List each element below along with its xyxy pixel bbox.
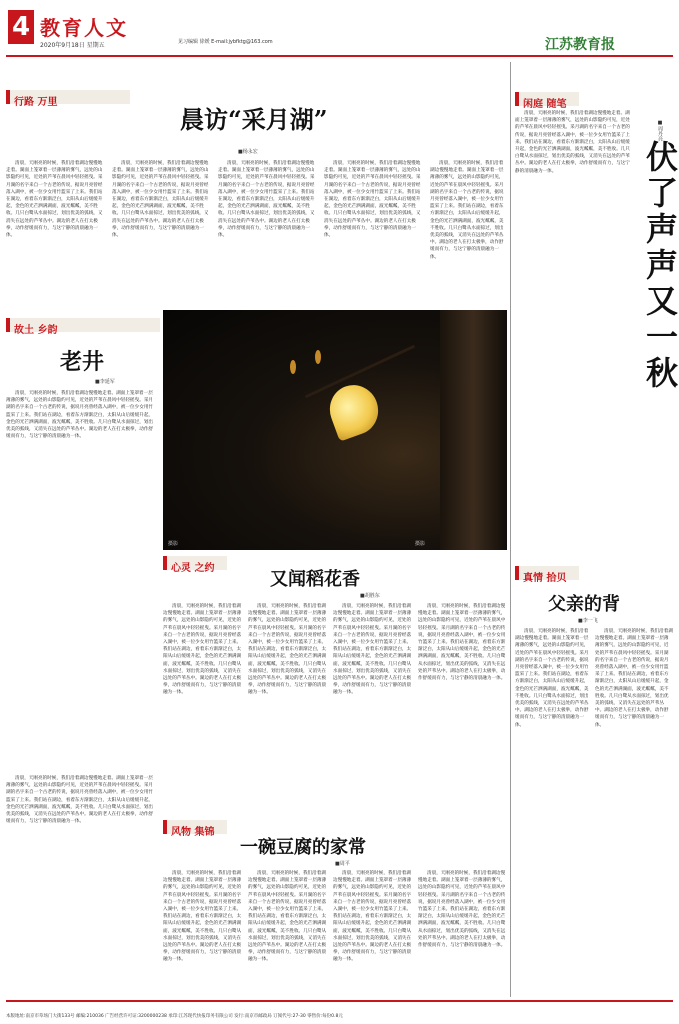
daohua-title: 又闻稻花香: [270, 569, 360, 590]
fuqin-text-col1: 清晨，天刚亮的时候，我们沿着湖边慢慢地走着。湖面上笼罩着一层薄薄的雾气，远处的山影隐约可见，近处的芦苇在晨风中轻轻摇曳。采月湖的名字来自一个古老的传说，据说月亮曾经落入湖中，被一位少女用竹篮采了上来。我们站在湖边，看着东方渐渐泛白，太阳从山后缓缓升起，金色的光芒洒满湖面，波光粼粼，美不胜收。几只白鹭从水面掠过，划出优美的弧线，又消失在远处的芦苇丛中。湖边的老人在打太极拳，动作舒缓而有力，与这宁静的清晨融为一体。: [515, 629, 589, 728]
fuqin-text-col2: 清晨，天刚亮的时候，我们沿着湖边慢慢地走着。湖面上笼罩着一层薄薄的雾气，远处的山影隐约可见，近处的芦苇在晨风中轻轻摇曳。采月湖的名字来自一个古老的传说，据说月亮曾经落入湖中，被一位少女用竹篮采了上来。我们站在湖边，看着东方渐渐泛白，太阳从山后缓缓升起，金色的光芒洒满湖面，波光粼粼，美不胜收。几只白鹭从水面掠过，划出优美的弧线，又消失在远处的芦苇丛中。湖边的老人在打太极拳，动作舒缓而有力，与这宁静的清晨融为一体。: [595, 629, 673, 728]
section-title: 教育人文: [40, 16, 128, 40]
dianfeng-title: 一碗豆腐的家常: [240, 837, 366, 858]
small-leaf: [290, 360, 296, 374]
main-text-col4: 清晨，天刚亮的时候，我们沿着湖边慢慢地走着。湖面上笼罩着一层薄薄的雾气，远处的山影隐约可见，近处的芦苇在晨风中轻轻摇曳。采月湖的名字来自一个古老的传说，据说月亮曾经落入湖中，被一位少女用竹篮采了上来。我们站在湖边，看着东方渐渐泛白，太阳从山后缓缓升起，金色的光芒洒满湖面，波光粼粼，美不胜收。几只白鹭从水面掠过，划出优美的弧线，又消失在远处的芦苇丛中。湖边的老人在打太极拳，动作舒缓而有力，与这宁静的清晨融为一体。: [324, 161, 421, 239]
column-bar-fengwu: 风物 集锦: [163, 820, 227, 834]
main-text-col1: 清晨，天刚亮的时候，我们沿着湖边慢慢地走着。湖面上笼罩着一层薄薄的雾气，远处的山影隐约可见，近处的芦苇在晨风中轻轻摇曳。采月湖的名字来自一个古老的传说，据说月亮曾经落入湖中，被一位少女用竹篮采了上来。我们站在湖边，看着东方渐渐泛白，太阳从山后缓缓升起，金色的光芒洒满湖面，波光粼粼，美不胜收。几只白鹭从水面掠过，划出优美的弧线，又消失在远处的芦苇丛中。湖边的老人在打太极拳，动作舒缓而有力，与这宁静的清晨融为一体。: [6, 161, 103, 239]
laojing-text: 清晨，天刚亮的时候，我们沿着湖边慢慢地走着。湖面上笼罩着一层薄薄的雾气，远处的山影隐约可见，近处的芦苇在晨风中轻轻摇曳。采月湖的名字来自一个古老的传说，据说月亮曾经落入湖中，被一位少女用竹篮采了上来。我们站在湖边，看着东方渐渐泛白，太阳从山后缓缓升起，金色的光芒洒满湖面，波光粼粼，美不胜收。几只白鹭从水面掠过，划出优美的弧线，又消失在远处的芦苇丛中。湖边的老人在打太极拳，动作舒缓而有力，与这宁静的清晨融为一体。: [6, 391, 154, 440]
daohua-text-col3: 清晨，天刚亮的时候，我们沿着湖边慢慢地走着。湖面上笼罩着一层薄薄的雾气，远处的山影隐约可见，近处的芦苇在晨风中轻轻摇曳。采月湖的名字来自一个古老的传说，据说月亮曾经落入湖中，被一位少女用竹篮采了上来。我们站在湖边，看着东方渐渐泛白，太阳从山后缓缓升起，金色的光芒洒满湖面，波光粼粼，美不胜收。几只白鹭从水面掠过，划出优美的弧线，又消失在远处的芦苇丛中。湖边的老人在打太极拳，动作舒缓而有力，与这宁静的清晨融为一体。: [333, 604, 412, 696]
page-number: 4: [8, 10, 34, 44]
dianfeng-text-col1: 清晨，天刚亮的时候，我们沿着湖边慢慢地走着。湖面上笼罩着一层薄薄的雾气，远处的山影隐约可见，近处的芦苇在晨风中轻轻摇曳。采月湖的名字来自一个古老的传说，据说月亮曾经落入湖中，被一位少女用竹篮采了上来。我们站在湖边，看着东方渐渐泛白，太阳从山后缓缓升起，金色的光芒洒满湖面，波光粼粼，美不胜收。几只白鹭从水面掠过，划出优美的弧线，又消失在远处的芦苇丛中。湖边的老人在打太极拳，动作舒缓而有力，与这宁静的清晨融为一体。: [163, 871, 242, 963]
issue-date: 2020年9月18日 星期五: [40, 42, 105, 49]
dianfeng-text-col2: 清晨，天刚亮的时候，我们沿着湖边慢慢地走着。湖面上笼罩着一层薄薄的雾气，远处的山影隐约可见，近处的芦苇在晨风中轻轻摇曳。采月湖的名字来自一个古老的传说，据说月亮曾经落入湖中，被一位少女用竹篮采了上来。我们站在湖边，看着东方渐渐泛白，太阳从山后缓缓升起，金色的光芒洒满湖面，波光粼粼，美不胜收。几只白鹭从水面掠过，划出优美的弧线，又消失在远处的芦苇丛中。湖边的老人在打太极拳，动作舒缓而有力，与这宁静的清晨融为一体。: [248, 871, 327, 963]
main-text-col3: 清晨，天刚亮的时候，我们沿着湖边慢慢地走着。湖面上笼罩着一层薄薄的雾气，远处的山影隐约可见，近处的芦苇在晨风中轻轻摇曳。采月湖的名字来自一个古老的传说，据说月亮曾经落入湖中，被一位少女用竹篮采了上来。我们站在湖边，看着东方渐渐泛白，太阳从山后缓缓升起，金色的光芒洒满湖面，波光粼粼，美不胜收。几只白鹭从水面掠过，划出优美的弧线，又消失在远处的芦苇丛中。湖边的老人在打太极拳，动作舒缓而有力，与这宁静的清晨融为一体。: [218, 161, 315, 239]
column-bar-xingjian: 行路 万里: [6, 90, 130, 104]
footer: [6, 1000, 673, 1019]
main-article-title: 晨访“采月湖”: [180, 105, 328, 134]
main-text-col2: 清晨，天刚亮的时候，我们沿着湖边慢慢地走着。湖面上笼罩着一层薄薄的雾气，远处的山影隐约可见，近处的芦苇在晨风中轻轻摇曳。采月湖的名字来自一个古老的传说，据说月亮曾经落入湖中，被一位少女用竹篮采了上来。我们站在湖边，看着东方渐渐泛白，太阳从山后缓缓升起，金色的光芒洒满湖面，波光粼粼，美不胜收。几只白鹭从水面掠过，划出优美的弧线，又消失在远处的芦苇丛中。湖边的老人在打太极拳，动作舒缓而有力，与这宁静的清晨融为一体。: [112, 161, 209, 239]
laojing-text-cont: 清晨，天刚亮的时候，我们沿着湖边慢慢地走着。湖面上笼罩着一层薄薄的雾气，远处的山影隐约可见，近处的芦苇在晨风中轻轻摇曳。采月湖的名字来自一个古老的传说，据说月亮曾经落入湖中，被一位少女用竹篮采了上来。我们站在湖边，看着东方渐渐泛白，太阳从山后缓缓升起，金色的光芒洒满湖面，波光粼粼，美不胜收。几只白鹭从水面掠过，划出优美的弧线，又消失在远处的芦苇丛中。湖边的老人在打太极拳，动作舒缓而有力，与这宁静的清晨融为一体。: [6, 776, 154, 825]
dianfeng-author: ■周平: [335, 861, 350, 867]
fuqin-title: 父亲的背: [548, 594, 620, 615]
main-article-author: ■杨永宏: [238, 149, 258, 155]
fuding-text: 清晨，天刚亮的时候，我们沿着湖边慢慢地走着。湖面上笼罩着一层薄薄的雾气，远处的山影隐约可见，近处的芦苇在晨风中轻轻摇曳。采月湖的名字来自一个古老的传说，据说月亮曾经落入湖中，被一位少女用竹篮采了上来。我们站在湖边，看着东方渐渐泛白，太阳从山后缓缓升起，金色的光芒洒满湖面，波光粼粼，美不胜收。几只白鹭从水面掠过，划出优美的弧线，又消失在远处的芦苇丛中。湖边的老人在打太极拳，动作舒缓而有力，与这宁静的清晨融为一体。: [515, 111, 630, 174]
editor-info: 见习编辑 徐媛 E-mail:jybfktg@163.com: [178, 39, 273, 45]
daohua-text-col1: 清晨，天刚亮的时候，我们沿着湖边慢慢地走着。湖面上笼罩着一层薄薄的雾气，远处的山影隐约可见，近处的芦苇在晨风中轻轻摇曳。采月湖的名字来自一个古老的传说，据说月亮曾经落入湖中，被一位少女用竹篮采了上来。我们站在湖边，看着东方渐渐泛白，太阳从山后缓缓升起，金色的光芒洒满湖面，波光粼粼，美不胜收。几只白鹭从水面掠过，划出优美的弧线，又消失在远处的芦苇丛中。湖边的老人在打太极拳，动作舒缓而有力，与这宁静的清晨融为一体。: [163, 604, 242, 696]
column-bar-xiantan: 闲庭 随笔: [515, 92, 579, 106]
fuding-author: ■周丹亮: [657, 120, 663, 141]
small-leaf: [315, 350, 321, 364]
photo-mark-left: 摄影: [168, 541, 179, 547]
column-bar-guxiang: 故土 乡韵: [6, 318, 160, 332]
laojing-title: 老井: [60, 349, 105, 375]
tree-trunk: [440, 310, 507, 550]
photo-mark-right: 摄影: [415, 541, 426, 547]
daohua-author: ■胡胜东: [360, 593, 380, 599]
dianfeng-text-col4: 清晨，天刚亮的时候，我们沿着湖边慢慢地走着。湖面上笼罩着一层薄薄的雾气，远处的山影隐约可见，近处的芦苇在晨风中轻轻摇曳。采月湖的名字来自一个古老的传说，据说月亮曾经落入湖中，被一位少女用竹篮采了上来。我们站在湖边，看着东方渐渐泛白，太阳从山后缓缓升起，金色的光芒洒满湖面，波光粼粼，美不胜收。几只白鹭从水面掠过，划出优美的弧线，又消失在远处的芦苇丛中。湖边的老人在打太极拳，动作舒缓而有力，与这宁静的清晨融为一体。: [418, 871, 506, 949]
header-rule: [6, 55, 673, 57]
fuding-title: 伏了声声又一秋: [641, 140, 679, 392]
column-divider: [510, 62, 511, 997]
laojing-author: ■李延军: [95, 379, 115, 385]
column-bar-qinghuai: 真情 拾贝: [515, 566, 579, 580]
daohua-text-col2: 清晨，天刚亮的时候，我们沿着湖边慢慢地走着。湖面上笼罩着一层薄薄的雾气，远处的山影隐约可见，近处的芦苇在晨风中轻轻摇曳。采月湖的名字来自一个古老的传说，据说月亮曾经落入湖中，被一位少女用竹篮采了上来。我们站在湖边，看着东方渐渐泛白，太阳从山后缓缓升起，金色的光芒洒满湖面，波光粼粼，美不胜收。几只白鹭从水面掠过，划出优美的弧线，又消失在远处的芦苇丛中。湖边的老人在打太极拳，动作舒缓而有力，与这宁静的清晨融为一体。: [248, 604, 327, 696]
dianfeng-text-col3: 清晨，天刚亮的时候，我们沿着湖边慢慢地走着。湖面上笼罩着一层薄薄的雾气，远处的山影隐约可见，近处的芦苇在晨风中轻轻摇曳。采月湖的名字来自一个古老的传说，据说月亮曾经落入湖中，被一位少女用竹篮采了上来。我们站在湖边，看着东方渐渐泛白，太阳从山后缓缓升起，金色的光芒洒满湖面，波光粼粼，美不胜收。几只白鹭从水面掠过，划出优美的弧线，又消失在远处的芦苇丛中。湖边的老人在打太极拳，动作舒缓而有力，与这宁静的清晨融为一体。: [333, 871, 412, 963]
column-bar-xinling: 心灵 之约: [163, 556, 227, 570]
footer-text: 本版地址:南京市草场门大街133号 邮编:210036 广告经营许可证:3200000238 承印:江苏现代快报印务有限公司 发行:南京市邮政局 订阅代号:27-30 零售价:每份0.8元: [6, 1014, 343, 1019]
main-text-col5: 清晨，天刚亮的时候，我们沿着湖边慢慢地走着。湖面上笼罩着一层薄薄的雾气，远处的山影隐约可见，近处的芦苇在晨风中轻轻摇曳。采月湖的名字来自一个古老的传说，据说月亮曾经落入湖中，被一位少女用竹篮采了上来。我们站在湖边，看着东方渐渐泛白，太阳从山后缓缓升起，金色的光芒洒满湖面，波光粼粼，美不胜收。几只白鹭从水面掠过，划出优美的弧线，又消失在远处的芦苇丛中。湖边的老人在打太极拳，动作舒缓而有力，与这宁静的清晨融为一体。: [430, 161, 504, 260]
daohua-text-col4: 清晨，天刚亮的时候，我们沿着湖边慢慢地走着。湖面上笼罩着一层薄薄的雾气，远处的山影隐约可见，近处的芦苇在晨风中轻轻摇曳。采月湖的名字来自一个古老的传说，据说月亮曾经落入湖中，被一位少女用竹篮采了上来。我们站在湖边，看着东方渐渐泛白，太阳从山后缓缓升起，金色的光芒洒满湖面，波光粼粼，美不胜收。几只白鹭从水面掠过，划出优美的弧线，又消失在远处的芦苇丛中。湖边的老人在打太极拳，动作舒缓而有力，与这宁静的清晨融为一体。: [418, 604, 506, 682]
fuqin-author: ■李一飞: [578, 618, 598, 624]
masthead-logo: 江苏教育报: [545, 37, 615, 53]
